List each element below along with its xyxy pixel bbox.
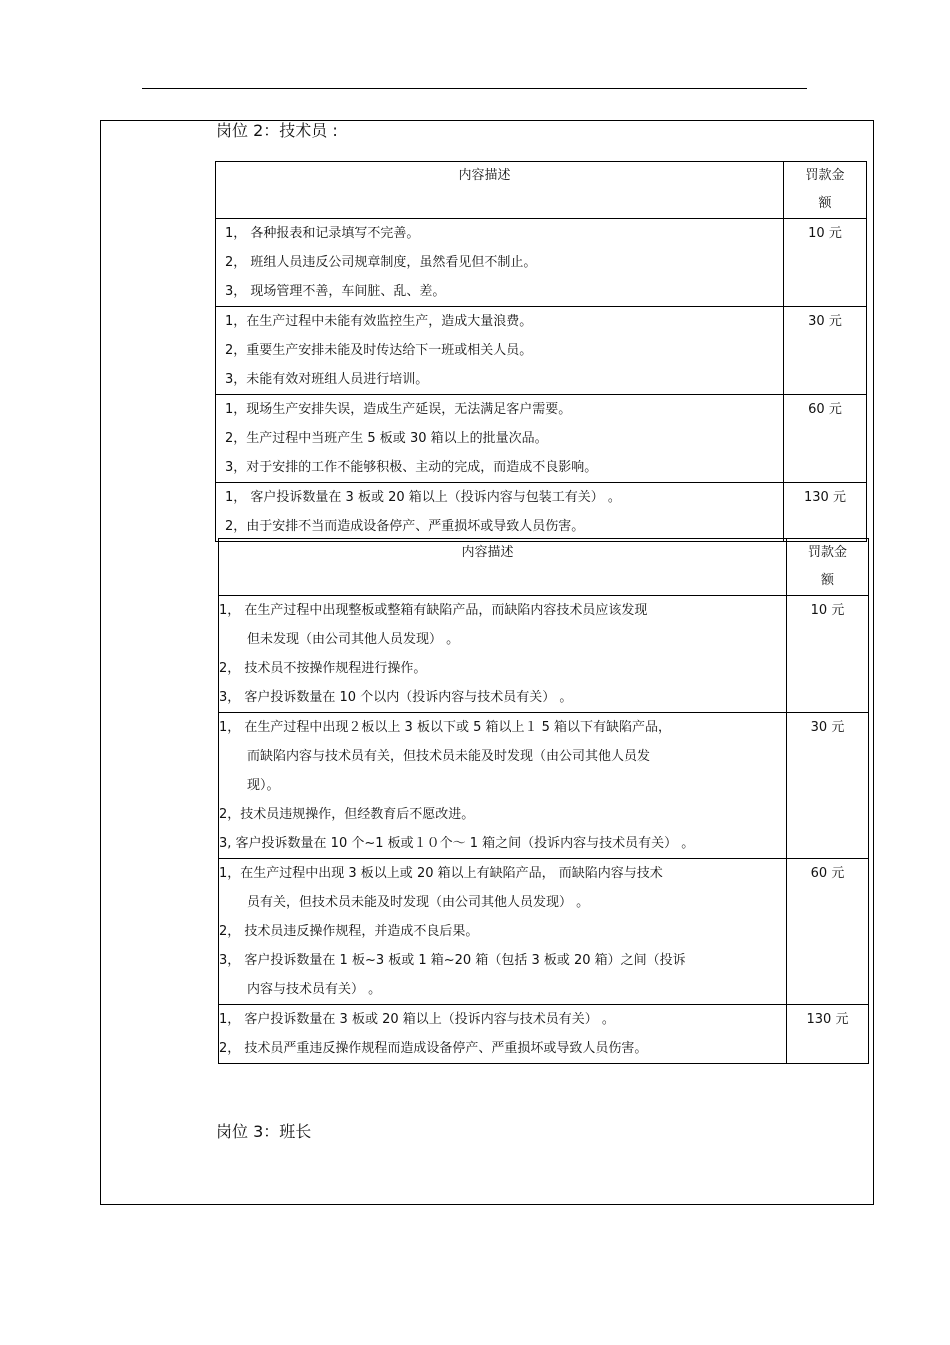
row-description: 1，在生产过程中出现 3 板以上或 20 箱以上有缺陷产品， 而缺陷内容与技术 员有关，但技术员未能及时发现（由公司其他人员发现） 。 2， 技术员违反操作规程，并造成不良后果。 3， 客户投诉数量在 1 板~3 板或 1 箱~20 箱（包括 3 板或 20 箱）之间（投诉 内容与技术员有关） 。 bbox=[219, 859, 787, 1005]
page-top-rule bbox=[142, 88, 807, 89]
row-amount: 10 元 bbox=[784, 219, 867, 307]
table-row bbox=[216, 307, 867, 395]
row-description: 1，现场生产安排失误，造成生产延误，无法满足客户需要。 2，生产过程中当班产生 5 板或 30 箱以上的批量次品。 3，对于安排的工作不能够积极、主动的完成，而造成不良影响。 bbox=[216, 395, 784, 483]
row-amount: 130 元 bbox=[784, 483, 867, 542]
header-description: 内容描述 bbox=[216, 162, 784, 219]
row-amount: 30 元 bbox=[787, 713, 869, 859]
fine-table-1 bbox=[215, 161, 867, 542]
row-amount: 10 元 bbox=[787, 596, 869, 713]
row-description: 1， 在生产过程中出现整板或整箱有缺陷产品，而缺陷内容技术员应该发现 但未发现（由公司其他人员发现） 。 2， 技术员不按操作规程进行操作。 3， 客户投诉数量在 10 个以内（投诉内容与技术员有关） 。 bbox=[219, 596, 787, 713]
row-amount: 60 元 bbox=[784, 395, 867, 483]
row-amount: 60 元 bbox=[787, 859, 869, 1005]
table-row bbox=[216, 483, 867, 542]
row-description: 1， 客户投诉数量在 3 板或 20 箱以上（投诉内容与包装工有关） 。 2，由于安排不当而造成设备停产、严重损坏或导致人员伤害。 bbox=[216, 483, 784, 542]
table-row bbox=[216, 219, 867, 307]
table-header-row bbox=[216, 162, 867, 219]
row-description: 1， 各种报表和记录填写不完善。 2， 班组人员违反公司规章制度，虽然看见但不制止。 3， 现场管理不善，车间脏、乱、差。 bbox=[216, 219, 784, 307]
header-fine-amount: 罚款金 额 bbox=[784, 162, 867, 219]
header-description: 内容描述 bbox=[219, 539, 787, 596]
row-description: 1， 在生产过程中出现２板以上 3 板以下或 5 箱以上１ 5 箱以下有缺陷产品， 而缺陷内容与技术员有关，但技术员未能及时发现（由公司其他人员发 现）。 2，技术员违规操作，但经教育后不愿改进。 3, 客户投诉数量在 10 个~1 板或１０个～ 1 箱之间（投诉内容与技术员有关） 。 bbox=[219, 713, 787, 859]
row-amount: 130 元 bbox=[787, 1005, 869, 1064]
header-fine-amount: 罚款金 额 bbox=[787, 539, 869, 596]
table-row bbox=[219, 1005, 869, 1064]
post-3-heading: 岗位 3：班长 bbox=[216, 1122, 312, 1141]
table-row bbox=[219, 859, 869, 1005]
fine-table-2 bbox=[218, 538, 869, 1064]
table-header-row bbox=[219, 539, 869, 596]
row-description: 1， 客户投诉数量在 3 板或 20 箱以上（投诉内容与技术员有关） 。 2， 技术员严重违反操作规程而造成设备停产、严重损坏或导致人员伤害。 bbox=[219, 1005, 787, 1064]
table-row bbox=[219, 713, 869, 859]
post-2-heading: 岗位 2：技术员 : bbox=[216, 121, 338, 140]
row-amount: 30 元 bbox=[784, 307, 867, 395]
table-row bbox=[216, 395, 867, 483]
table-row bbox=[219, 596, 869, 713]
row-description: 1，在生产过程中未能有效监控生产，造成大量浪费。 2，重要生产安排未能及时传达给下一班或相关人员。 3，未能有效对班组人员进行培训。 bbox=[216, 307, 784, 395]
